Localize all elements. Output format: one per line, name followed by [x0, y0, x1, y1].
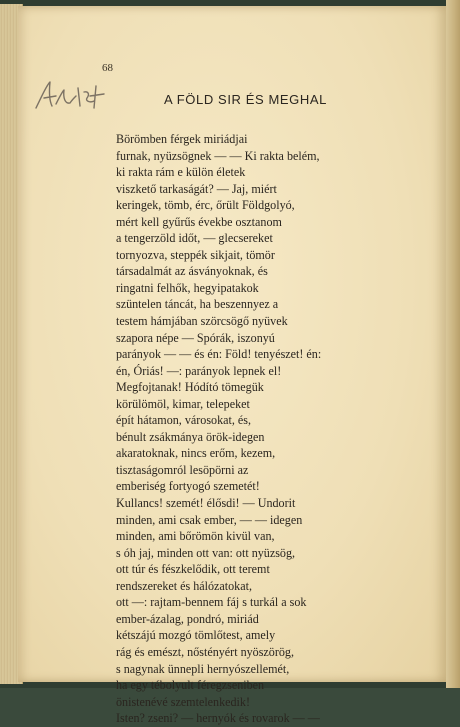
poem-line: emberiség fortyogó szemetét! — [116, 479, 260, 494]
poem-line: minden, ami csak ember, — — idegen — [116, 512, 303, 527]
poem-line: testem hámjában szörcsögő nyüvek — [116, 314, 288, 329]
poem-line: furnak, nyüzsögnek — — Ki rakta belém, — [116, 148, 320, 163]
poem-line: minden, ami bőrömön kivül van, — [116, 529, 275, 544]
poem-line: ki rakta rám e külön életek — [116, 165, 246, 180]
poem-line: tornyozva, steppék sikjait, tömör — [116, 247, 275, 262]
poem-line: ott —: rajtam-bennem fáj s turkál a sok — [116, 595, 307, 610]
poem-title: A FÖLD SIR ÉS MEGHAL — [164, 92, 327, 107]
poem-line: ott túr és fészkelődik, ott teremt — [116, 562, 270, 577]
handwritten-signature — [32, 76, 108, 116]
poem-line: szüntelen táncát, ha beszennyez a — [116, 297, 279, 312]
poem-line: kétszájú mozgó tömlőtest, amely — [116, 628, 276, 643]
poem-line: körülömöl, kimar, telepeket — [116, 396, 250, 411]
poem-line: ringatni felhők, hegyipatakok — [116, 280, 259, 295]
page-number: 68 — [102, 62, 113, 74]
right-page-edge — [446, 0, 460, 688]
poem-line: Isten? zseni? — hernyók és rovarok — — — [116, 711, 320, 726]
poem-line: Megfojtanak! Hódító tömegük — [116, 380, 264, 395]
poem-line: Kullancs! szemét! élősdi! — Undorit — [116, 496, 296, 511]
poem-line: ha egy tébolyult féregzseniben — [116, 678, 265, 693]
poem-line: önistenévé szemtelenkedik! — [116, 694, 250, 709]
poem-line: mért kell gyűrűs évekbe osztanom — [116, 214, 282, 229]
poem-line: keringek, tömb, érc, őrült Földgolyó, — [116, 198, 295, 213]
poem-line: épít hátamon, városokat, és, — [116, 413, 252, 428]
poem-line: s nagynak ünnepli hernyószellemét, — [116, 661, 290, 676]
poem-line: akaratoknak, nincs erőm, kezem, — [116, 446, 276, 461]
poem-line: ember-ázalag, pondró, miriád — [116, 611, 259, 626]
poem-body — [116, 131, 446, 727]
poem-line: s óh jaj, minden ott van: ott nyüzsög, — [116, 545, 296, 560]
poem-line: Börömben férgek miriádjai — [116, 132, 248, 146]
poem-line: szapora népe — Spórák, iszonyú — [116, 330, 275, 345]
poem-line: a tengerzöld időt, — glecsereket — [116, 231, 273, 246]
poem-line: parányok — — és én: Föld! tenyészet! én: — [116, 347, 322, 362]
poem-line: rendszereket és hálózatokat, — [116, 578, 252, 593]
poem-line: társadalmát az ásványoknak, és — [116, 264, 268, 279]
poem-line: rág és emészt, nőstényért nyöszörög, — [116, 644, 294, 659]
poem-line: tisztaságomról lesöpörni az — [116, 462, 249, 477]
poem-line: viszkető tarkaságát? — Jaj, miért — [116, 181, 277, 196]
book-page — [18, 6, 446, 726]
poem-line: bénult zsákmánya örök-idegen — [116, 429, 265, 444]
poem-line: én, Óriás! —: parányok lepnek el! — [116, 363, 282, 378]
